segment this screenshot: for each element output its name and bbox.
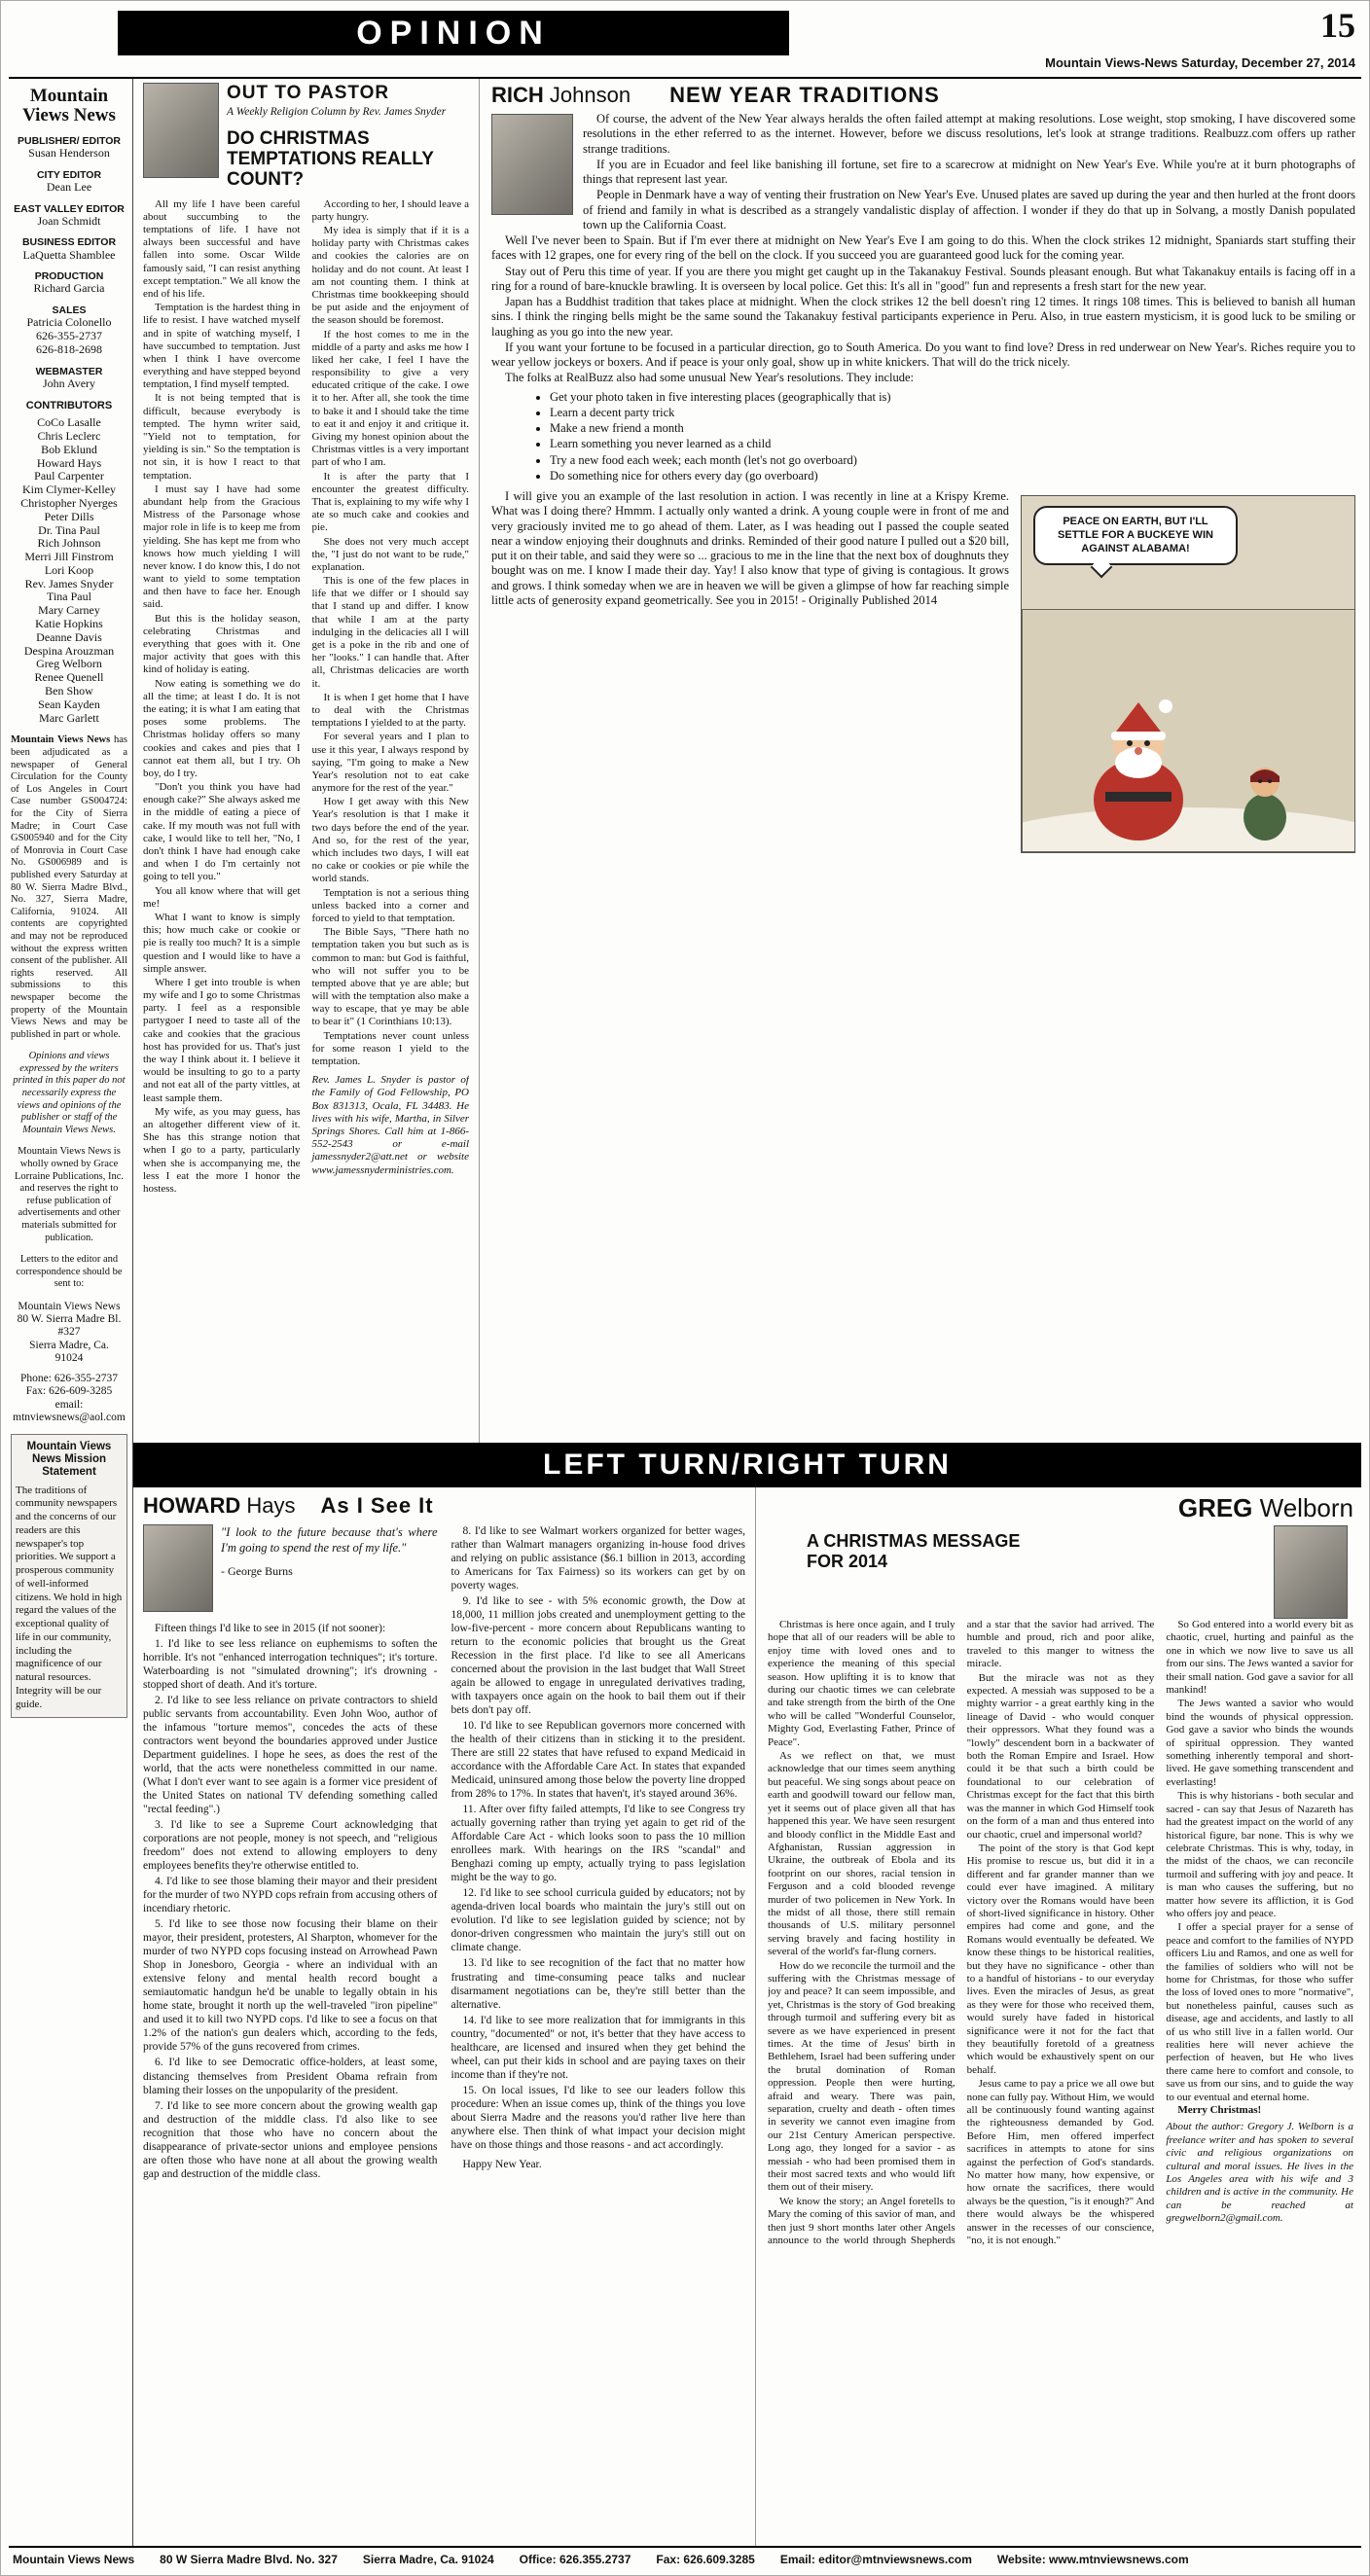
staff-role: PRODUCTION — [34, 270, 104, 283]
rich-byline — [491, 83, 631, 108]
editorial-cartoon — [1021, 495, 1355, 853]
rich-johnson-column — [480, 79, 1361, 1443]
contributor-name: Peter Dills — [44, 509, 94, 523]
howard-hays-column — [133, 1487, 756, 2546]
paragraph: So God entered into a world every bit as chaotic, cruel, hurting and painful as the one in which we now live to save us all from our sins. The Jews wanted a savior for their small nation. God gave a savior for all mankind! — [1166, 1619, 1353, 1697]
welborn-body — [768, 1619, 1353, 2499]
letters-intro: Letters to the editor and correspondence should be sent to: — [16, 1254, 123, 1290]
hays-closing: Happy New Year. — [462, 2158, 542, 2170]
paragraph: Temptation is the hardest thing in life to resist. I have watched myself and in spite of watching myself, I have succumbed to temptation. Just when I think I have overcome everything and have stepped beyond temptation, I find myself tempted. — [143, 302, 301, 391]
welborn-byline — [768, 1493, 1353, 1523]
contributor-name: Renee Quenell — [34, 670, 104, 685]
footer-segment: Office: 626.355.2737 — [519, 2553, 631, 2566]
staff-names: Patricia Colonello 626-355-2737 626-818-2698 — [26, 315, 112, 356]
paragraph: My idea is simply that if it is a holiday party with Christmas cakes and cookies the calories are on holiday and do not count. At least I am not counting them. I think at Christmas time bookkeeping should be put aside and the enjoyment of the season should be foremost. — [311, 225, 469, 327]
hays-column-title: As I See It — [320, 1493, 434, 1518]
legal-lead: Mountain Views News — [11, 734, 111, 746]
about-the-author: About the author: Gregory J. Welborn is a freelance writer and has spoken to several civic and religious organizations on cultural and moral issues. He lives in the Los Angeles area with his wife and 3 children and is active in the community. He can be reached at gregwelborn2@gmail.com. — [1166, 2121, 1353, 2225]
list-item: 5. I'd like to see those now focusing their blame on their mayor, their president, protesters, Al Sharpton, whomever for the murder of two NYPD cops focusing instead on Arrowhead Pawn Shop in Jonesboro, Georgia - where an individual with an extensive felony and mental health record bought a semiautomatic handgun he'd be unable to legally obtain in his home state, brought it north up the well-traveled "iron pipeline" and used it to kill two NYPD cops. I'd like to see a focus on that 1.2% of the nation's gun dealers which, according to the feds, provide 57% of the guns recovered from crimes. — [143, 1918, 438, 2054]
mailing-address: Mountain Views News 80 W. Sierra Madre Bl. #327 Sierra Madre, Ca. 91024 — [17, 1300, 122, 1364]
footer-segment: Sierra Madre, Ca. 91024 — [362, 2553, 494, 2566]
cartoon-speech-bubble: PEACE ON EARTH, BUT I'LL SETTLE FOR A BUCKEYE WIN AGAINST ALABAMA! — [1033, 506, 1238, 565]
paragraph: She does not very much accept the, "I just do not want to be rude," explanation. — [311, 535, 469, 573]
contributor-name: Kim Clymer-Kelley — [21, 483, 117, 497]
pastor-bio: Rev. James L. Snyder is pastor of the Family of God Fellowship, PO Box 831313, Ocala, FL 34483. He lives with his wife, Martha, in Silver Springs Shores. Call him at 1-866-552-2543 or e-mail jamessnyder2@att.net or website www.jamessnyderministries.com. — [311, 1074, 469, 1176]
pastor-kicker: OUT TO PASTOR — [227, 83, 390, 103]
james-snyder-photo — [143, 83, 219, 178]
out-to-pastor-column — [133, 79, 480, 1443]
paragraph: The folks at RealBuzz also had some unusual New Year's resolutions. They include: — [505, 371, 914, 385]
paragraph: Jesus came to pay a price we all owe but none can fully pay. Without Him, we would all be continuously found wanting against the righteousness demanded by God. Before Him, men offered imperfect sacrifices in attempts to atone for sins against the perfection of God's standards. No matter how many, how expensive, or how ornate the sacrifices, there would always be the question, "is it enough?" And there would always be the whispered answer in the recesses of our conscience, "no, it is not enough." — [966, 2078, 1155, 2247]
contributors-heading: CONTRIBUTORS — [25, 400, 113, 412]
list-item: 15. On local issues, I'd like to see our leaders follow this procedure: When an issue comes up, think of the things you love about Sierra Madre and the reasons you'd rather live here than anywhere else. Then think of what impact your decision might have on those things and those reasons - and act accordingly. — [451, 2084, 745, 2151]
staff-entry — [11, 270, 127, 296]
byline-first-name: GREG — [1177, 1493, 1253, 1522]
hays-intro: Fifteen things I'd like to see in 2015 (if not sooner): — [155, 1623, 386, 1634]
staff-list — [11, 135, 127, 391]
list-item: 7. I'd like to see more concern about the growing wealth gap and destruction of the middle class. I'd also like to see recognition that those who have no concern about the disappearance of private-sector unions and employee pensions are often those who have none at all about the growing wealth gap and destruction of the middle class. — [143, 2099, 438, 2180]
byline-first-name: RICH — [491, 83, 544, 107]
bottom-row — [133, 1487, 1361, 2546]
ownership-notice: Mountain Views News is wholly owned by Grace Lorraine Publications, Inc. and reserves the right to refuse publication of advertisements and other materials submitted for publication. — [15, 1146, 124, 1243]
footer-segment: 80 W Sierra Madre Blvd. No. 327 — [160, 2553, 338, 2566]
main-area — [133, 79, 1361, 2546]
paragraph: Well I've never been to Spain. But if I'm ever there at midnight on New Year's Eve I am going to do this. When the clock strikes 12 midnight, Spaniards start stuffing their faces with 12 grapes, one for every ring of the bell on the clock. If you succeed you are guaranteed good luck for the coming year. — [491, 233, 1355, 263]
hays-header — [143, 1493, 745, 1519]
cartoon-drawing — [1022, 609, 1355, 852]
staff-role: PUBLISHER/ EDITOR — [18, 134, 121, 147]
paragraph: I must say I have had some abundant help from the Gracious Mistress of the Parsonage whose major role in life is to keep me from yielding. She has kept me from who knows how much yielding I will never know. I do know this, I do not want to yield to some temptation and then have to face her. Enough said. — [143, 483, 301, 611]
staff-names: Susan Henderson — [28, 145, 110, 160]
hays-byline — [143, 1493, 295, 1519]
list-item: 3. I'd like to see a Supreme Court acknowledging that corporations are not people, money is not speech, and "religious freedom" does not extend to allowing employers to deny employees benefits they're otherwise entitled to. — [143, 1819, 438, 1873]
staff-entry — [11, 236, 127, 262]
contributor-name: Chris Leclerc — [37, 428, 101, 443]
page-header — [9, 7, 1361, 79]
paragraph: If the host comes to me in the middle of a party and asks me how I liked her cake, I feel I have the responsibility to give a very educated critique of the cake. I owe it to her. After all, she took the time to bake it and I should take the time to eat it and enjoy it and critique it. Giving my honest opinion about the Christmas vittles is a very important part of who I am. — [311, 328, 469, 469]
pastor-headline: DO CHRISTMAS TEMPTATIONS REALLY COUNT? — [227, 128, 434, 190]
left-turn-right-turn-banner: LEFT TURN/RIGHT TURN — [133, 1443, 1361, 1487]
rich-body — [491, 112, 1355, 608]
paragraph: But the miracle was not as they expected. A messiah was supposed to be a mighty warrior - a great earthly king in the lineage of David - who would conquer their oppressors. What they found was a "lowly" descendent born in a backwater of both the Roman Empire and Israel. How could it be that such a birth could be foundational to our celebration of Christmas except for the fact that this birth was the manner in which God Himself took on the form of a man and thus entered into our chaotic, cruel and impersonal world? — [966, 1671, 1155, 1841]
list-item: 6. I'd like to see Democratic office-holders, at least some, distancing themselves from President Obama refrain from blaming their losses on the unpopularity of the president. — [143, 2057, 438, 2096]
footer-segment: Mountain Views News — [13, 2553, 135, 2566]
quote: "I look to the future because that's where I'm going to spend the rest of my life." — [221, 1525, 438, 1556]
staff-entry — [11, 366, 127, 391]
contributor-name: Bob Eklund — [41, 442, 97, 456]
paragraph: The Jews wanted a savior who would bind the wounds of physical oppression. God gave a savior who binds the wounds of spiritual oppression. They wanted something inherently temporal and short-lived. He gave something transcendent and everlasting! — [1166, 1698, 1353, 1788]
list-item: 11. After over fifty failed attempts, I'd like to see Congress try actually governing rather than trying yet again to get rid of the Affordable Care Act - which looks soon to pass the 10 million enrollees mark. With hearings on the IRS "scandal" and Benghazi coming up empty, actually trying to pass legislation might be the way to go. — [451, 1804, 745, 1884]
contributor-name: Dr. Tina Paul — [38, 522, 100, 537]
paragraph: How do we reconcile the turmoil and the suffering with the Christmas message of joy and peace? It can seem impossible, and yet, Christmas is the story of God breaking through turmoil and suffering every bit as severe as we have experienced in present times. At the time of Jesus' birth in Bethlehem, Israel had been suffering under the brutal domination of Roman oppression. People then were hurting, afraid and weary. There was pain, separation, cruelty and death - often times in severity we cannot even imagine from our 21st Century American perspective. Long ago, they longed for a savior - as messiah - who had been promised them in their most sacred texts and who would lift them out of their misery. — [768, 1959, 955, 2194]
footer-segment: Email: editor@mtnviewsnews.com — [779, 2553, 972, 2566]
legal-notice — [11, 734, 127, 1041]
contributor-name: Rich Johnson — [37, 536, 101, 551]
staff-entry — [11, 135, 127, 161]
staff-names: Joan Schmidt — [37, 213, 101, 228]
pastor-body — [143, 198, 469, 1405]
paragraph: If you want your fortune to be focused in a particular direction, go to South America. Do you want to find love? Dress in red underwear on New Year's. Riches require you to wear yellow jockeys or boxers. And if peace is your only goal, show up in white knickers. That will do the trick nicely. — [491, 340, 1355, 369]
paragraph: If you are in Ecuador and feel like banishing ill fortune, set fire to a scarecrow at midnight on New Year's Eve. While you're at it burn photographs of things that represent last year. — [583, 157, 1355, 186]
mission-title: Mountain Views News Mission Statement — [26, 1440, 112, 1479]
page-number: 15 — [1320, 6, 1355, 45]
section-banner: OPINION — [118, 11, 789, 55]
paragraph: Where I get into trouble is when my wife and I go to some Christmas party. I feel as a responsible partygoer I need to taste all of the cake and cookies that the gracious host has provided for us. That's just the way I think about it. I believe it would be insulting to go to a party and not eat all of the party vittles, at least sample them. — [143, 976, 301, 1104]
masthead-sidebar — [9, 79, 133, 2546]
quote-attribution: - George Burns — [221, 1563, 293, 1578]
contributor-name: CoCo Lasalle — [37, 415, 101, 430]
page-footer — [9, 2546, 1361, 2571]
paragraph: For several years and I plan to use it this year, I always respond by saying, "I'm going to make a New Year's resolution not to eat cake anymore for the rest of the year." — [311, 731, 469, 795]
paragraph: But this is the holiday season, celebrating Christmas and everything that goes with it. One major activity that goes with this kind of holiday is eating. — [143, 612, 301, 676]
contact-info: Phone: 626-355-2737 Fax: 626-609-3285 email: mtnviewsnews@aol.com — [13, 1373, 126, 1423]
paragraph: All my life I have been careful about succumbing to the temptations of life. I have not always been successful and have fallen into some. Oscar Wilde famously said, "I can resist anything except temptation." We all know the end of his life. — [143, 197, 301, 300]
paragraph: Of course, the advent of the New Year always heralds the often failed attempt at making resolutions. Lose weight, stop smoking, I have discovered some resolutions in the ether referred to as the internet. However, before we discuss resolutions, let's look at strange traditions. Realbuzz.com offers up rather strange traditions. — [583, 112, 1355, 156]
resolution-item: • Try a new food each week; each month (let's not go overboard) — [550, 453, 1355, 468]
greg-welborn-photo — [1274, 1525, 1348, 1619]
rich-column-title: NEW YEAR TRADITIONS — [669, 83, 940, 107]
staff-role: SALES — [52, 304, 87, 317]
contributor-name: Howard Hays — [36, 455, 102, 470]
paragraph: How I get away with this New Year's resolution is that I make it two days before the end of the year. And so, for the rest of the year, which includes two days, I will eat no cake or cookies or pie while the world stands. — [311, 796, 469, 885]
masthead-title: Mountain Views News — [22, 86, 116, 125]
contributor-name: Sean Kayden — [38, 697, 100, 711]
staff-role: BUSINESS EDITOR — [21, 236, 117, 249]
contributor-name: Merri Jill Finstrom — [24, 550, 114, 564]
paragraph: This is why historians - both secular and sacred - can say that Jesus of Nazareth has had the greatest impact on the world of any historical figure, bar none. This is why we celebrate Christmas. This is why, today, in the midst of the chaos, we can reconcile turmoil and suffering with joy and peace. It is man who causes the suffering, but no matter how severe its affliction, it is God who offers joy and peace. — [1166, 1790, 1353, 1919]
staff-entry — [11, 169, 127, 195]
footer-segment: Fax: 626.609.3285 — [656, 2553, 755, 2566]
contributor-name: Despina Arouzman — [23, 643, 115, 658]
list-item: 8. I'd like to see Walmart workers organized for better wages, rather than Walmart managers organizing in-house food drives and relying on public assistance ($6.1 billion in 2013, according to Americans for Tax Fairness) so its workers can get by on poverty wages. — [451, 1525, 745, 1592]
welborn-title: A CHRISTMAS MESSAGE FOR 2014 — [807, 1531, 1021, 1571]
paragraph: It is not being tempted that is difficult, because everybody is tempted. The hymn writer said, "Yield not to temptation, for yielding is sin." So the temptation is not sin, it is how I react to that temptation. — [143, 392, 301, 482]
staff-entry — [11, 304, 127, 356]
staff-role: CITY EDITOR — [36, 168, 102, 181]
rich-paragraphs — [491, 112, 1355, 386]
top-row — [133, 79, 1361, 1443]
hays-body — [143, 1524, 745, 2487]
contributor-name: Greg Welborn — [36, 657, 102, 671]
resolutions-list — [550, 390, 1355, 484]
paragraph: Japan has a Buddhist tradition that takes place at midnight. When the clock strikes 12 the bell doesn't ring 12 times. It rings 108 times. This is believed to banish all human sins. I think the ringing bells might be the same sound the Takanakuy festival participants experience in Peru. Also, in true eastern mysticism, it is good luck to be smiling or laughing as you go into the new year. — [491, 295, 1355, 339]
list-item: 10. I'd like to see Republican governors more concerned with the health of their citizens than in sticking it to the president. There are still 22 states that have refused to expand Medicaid in accordance with the Affordable Care Act. In states that expanded Medicaid, uninsured among those below the poverty line dropped from 28% to 17%. In states that haven't, it's stayed around 36%. — [451, 1720, 745, 1801]
paragraph: As we reflect on that, we must acknowledge that our times seem anything but peaceful. We sing songs about peace on earth and goodwill toward our fellow man, yet it seems out of place given all that has happened this year. We have seen resurgent and bloody conflict in the Middle East and Afghanistan, Russian aggression in Ukraine, the outbreak of Ebola and its footprint on our shores, racial tension in Ferguson and a cold blooded revenge murder of two policemen in New York. In the midst of all those, there still remain thousands of U.S. military personnel serving bravely and facing hostility in several of the world's far-flung corners. — [768, 1750, 955, 1958]
paragraph: The Bible Says, "There hath no temptation taken you but such as is common to man: but God is faithful, who will not suffer you to be tempted above that ye are able; but will with the temptation also make a way to escape, that ye may be able to bear it" (1 Corinthians 10:13). — [311, 926, 469, 1028]
howard-hays-photo — [143, 1524, 213, 1612]
staff-names: Richard Garcia — [33, 281, 105, 296]
paragraph: "Don't you think you have had enough cake?" She always asked me in the middle of eating a piece of cake. If my mouth was not full with cake, I would like to tell her, "No, I don't think I have had enough cake and when I do I'm certainly not going to tell you." — [143, 781, 301, 883]
byline-first-name: HOWARD — [143, 1493, 241, 1518]
paragraph: It is when I get home that I have to deal with the Christmas temptations I yielded to at the party. — [311, 691, 469, 730]
paragraph: Temptations never count unless for some reason I yield to the temptation. — [311, 1029, 469, 1068]
paragraph: You all know where that will get me! — [143, 884, 301, 910]
paragraph: Christmas is here once again, and I truly hope that all of our readers will be able to enjoy time with loved ones and to experience the meaning of this special season. How uplifting it is to know that during our chaotic times we can celebrate and take strength from the birth of the One who will be called "Wonderful Counselor, Mighty God, Everlasting Father, Prince of Peace". — [768, 1619, 955, 1748]
rich-header — [491, 83, 1355, 108]
paragraph: Now eating is something we do all the time; at least I do. It is not the eating; it is what I am eating that poses some problems. The Christmas holiday offers so many cookies and cakes and pies that I cannot eat them all, but I try. Oh boy, do I try. — [143, 677, 301, 779]
list-item: 1. I'd like to see less reliance on euphemisms to soften the horrible. It's not "enhanced interrogation techniques"; it's torture. Waterboarding is not "simulated drowning"; it's drowning - stopped short of death. And it's torture. — [143, 1638, 438, 1692]
paragraph: My wife, as you may guess, has an altogether different view of it. She has this strange notion that when I go to a party, particularly when she is accompanying me, the less I eat the more I honor the hostess. — [143, 1105, 301, 1195]
dateline: Mountain Views-News Saturday, December 27, 2014 — [1045, 55, 1355, 70]
resolution-item: • Make a new friend a month — [550, 421, 1355, 436]
welborn-subheader — [768, 1525, 1353, 1619]
mission-body: The traditions of community newspapers and the concerns of our readers are this newspaper's top priorities. We support a prosperous community of well-informed citizens. We hold in high regard the values of the exceptional quality of life in our community, including the magnificence of our natural resources. Integrity will be our guide. — [16, 1484, 123, 1710]
paragraph: Stay out of Peru this time of year. If you are there you might get caught up in the Takanakuy Festival. Sounds pleasant enough. But what Takanakuy entails is facing off in a ring for a round of bare-knuckle brawling. It is overseen by local police. Get this: It's all in "good" fun and represents a fresh start for the new year. — [491, 264, 1355, 293]
paragraph: According to her, I should leave a party hungry. — [311, 197, 469, 223]
resolution-item: • Learn something you never learned as a child — [550, 437, 1355, 451]
contributor-name: Paul Carpenter — [34, 469, 104, 483]
rich-johnson-photo — [491, 114, 573, 215]
pastor-paragraphs — [143, 198, 469, 1196]
list-item: 9. I'd like to see - with 5% economic growth, the Dow at 18,000, 11 million jobs created and unemployment getting to the low-five-percent - more concern about Republicans wanting to return to the economic policies that brought us the Great Recession in the first place. I'd like to see all Americans concerned about the provision in the last budget that Wall Street again be allowed to engage in unregulated derivatives trading, with taxpayers once again on the hook to bail them out if their bets don't pay off. — [451, 1595, 745, 1717]
staff-names: John Avery — [42, 376, 96, 390]
contributor-name: Marc Garlett — [39, 710, 99, 725]
resolution-item: • Do something nice for others every day (go overboard) — [550, 469, 1355, 483]
paragraph: This is one of the few places in life that we differ or I should say that I stand up and differ. I know that while I am at the party indulging in the delicacies all I will get is a poke in the rib and one of her "looks." I can handle that. After all, Christmas delicacies are worth it. — [311, 575, 469, 690]
rich-closing-paragraph: I will give you an example of the last resolution in action. I was recently in line at a Krispy Kreme. What was I doing there? Hmmm. I actually only wanted a drink. A young couple were in front of me and very graciously invited me to go ahead of them. Later, as I was heading out I passed the couple seated near a window enjoying their doughnuts and drinks. Reminded of their good nature I pulled out a $20 bill, put it on their table, and said they were so ... gracious to me in the line that the next box of doughnuts they bought was on me. I know I made their day. Yay! I also know that type of giving is contagious. It grows and grows. I think someday when we are in heaven we will be given a glimpse of how far reaching simple little acts of generosity expand geometrically. See you in 2015! - Originally Published 2014 — [491, 489, 1009, 607]
byline-last-name: Johnson — [543, 83, 631, 107]
list-item: 13. I'd like to see recognition of the fact that no matter how frustrating and time-consuming peace talks and nuclear disarmament negotiations can be, they're still better than the alternative. — [451, 1957, 745, 2011]
mission-statement — [11, 1434, 127, 1718]
staff-names: LaQuetta Shamblee — [22, 247, 116, 262]
resolution-item: • Learn a decent party trick — [550, 406, 1355, 420]
quote-box — [143, 1524, 438, 1612]
pastor-header-text — [227, 83, 469, 191]
opinions-disclaimer: Opinions and views expressed by the writers printed in this paper do not necessarily express the views and opinions of the publisher or staff of the Mountain Views News. — [13, 1051, 126, 1135]
list-item: 14. I'd like to see more realization that for immigrants in this country, "documented" or not, it's better that they have access to healthcare, are licensed and insured when they get behind the wheel, can put their kids in school and are paying taxes on their income than if they're not. — [451, 2014, 745, 2081]
footer-segment: Website: www.mtnviewsnews.com — [996, 2553, 1189, 2566]
list-item: 4. I'd like to see those blaming their mayor and their president for the murder of two NYPD cops refrain from accusing others of incendiary rhetoric. — [143, 1876, 438, 1915]
staff-role: WEBMASTER — [35, 365, 103, 377]
paragraph: It is after the party that I encounter the greatest difficulty. That is, explaining to my wife why I ate so much cake and cookies and pie. — [311, 470, 469, 534]
contributor-name: Lori Koop — [44, 562, 94, 577]
staff-names: Dean Lee — [46, 179, 92, 194]
contributor-name: Ben Show — [45, 684, 93, 698]
paragraph: The point of the story is that God kept His promise to rescue us, but did it in a different and far grander manner than we could ever have imagined. A military victory over the Romans would have been of short-lived significance in history. Other empires had come and gone, and the Romans would eventually be defeated. We know these things to be historical realities, but they have no significance - other than to a handful of historians - to our everyday lives. Even the miracles of Jesus, as great as they were for those who received them, would surely have faded in historical significance were it not for the fact that they beautifully foretold of a greatness which would be exhaustively spent on our behalf. — [966, 1842, 1155, 2076]
paragraph: I offer a special prayer for a sense of peace and comfort to the families of NYPD officers Liu and Ramos, and one as well for the families of soldiers who will not be home for Christmas, for those who suffer the loss of loved ones to more "normative", but nonetheless painful, causes such as disease, age and accidents, and lastly to all of us who still live in a fallen world. Our realities here will never achieve the perfection of heaven, but He who lives there came here to comfort and console, to save us from our sins, and to guide the way to our eventual and eternal home. — [1166, 1921, 1353, 2103]
contributors-list — [11, 416, 127, 725]
contributor-name: Rev. James Snyder — [24, 576, 114, 590]
page-content — [9, 79, 1361, 2546]
contributor-name: Christopher Nyerges — [20, 495, 118, 510]
list-item: 2. I'd like to see less reliance on private contractors to shield public servants from accountability. Even John Woo, author of the infamous "torture memos", concedes the acts of these contractors went beyond the boundaries approved under Justice Department guidelines. I hope he sees, as does the rest of the world, that the acts were nonetheless committed in our name. (What I don't ever want to see again is a former vice president of the United States on national TV defending something called "rectal feeding".) — [143, 1695, 438, 1816]
staff-entry — [11, 203, 127, 229]
pastor-subtitle: A Weekly Religion Column by Rev. James Snyder — [227, 106, 447, 118]
paragraph: We know the story; an Angel foretells to Mary the coming of this savior of man, and then just 9 short months later other Angels announce to the world through Shepherds and a star that the savior had arrived. The humble and proud, rich and poor alike, traveled to this manger to witness the miracle. — [768, 1619, 1155, 2247]
pastor-header — [143, 83, 469, 191]
welborn-closing: Merry Christmas! — [1177, 2104, 1262, 2117]
resolution-item: • Get your photo taken in five interesting places (geographically that is) — [550, 390, 1355, 405]
paragraph: Temptation is not a serious thing unless backed into a corner and forced to yield to that temptation. — [311, 886, 469, 924]
legal-body: has been adjudicated as a newspaper of General Circulation for the County of Los Angeles in Court Case number GS004724: for the City of Sierra Madre; in Court Case GS005940 and for the City of Monrovia in Court Case No. GS006989 and is published every Saturday at 80 W. Sierra Madre Blvd., No. 327, Sierra Madre, California, 91024. All contents are copyrighted and may not be reproduced without the express written consent of the publisher. All rights reserved. All submissions to this newspaper become the property of the Mountain Views News and may be published in part or whole. — [11, 734, 127, 1040]
staff-role: EAST VALLEY EDITOR — [14, 202, 125, 215]
contributor-name: Katie Hopkins — [35, 617, 103, 631]
contributor-name: Tina Paul — [47, 590, 91, 604]
paragraph: People in Denmark have a way of venting their frustration on New Year's Eve. Unused plates are saved up during the year and then hurled at the front doors of friend and family in what is described as a strangely vandalistic display of affection. I wonder if they do that up in Solvang, a mostly Danish populated town up the California Coast. — [583, 188, 1355, 232]
list-item: 12. I'd like to see school curricula guided by educators; not by agenda-driven local boards who maintain the jury's still out on evolution. I'd like to see legislation guided by science; not by donor-driven congressmen who maintain the jury's still out on climate change. — [451, 1887, 745, 1954]
greg-welborn-column — [756, 1487, 1361, 2546]
contributor-name: Mary Carney — [38, 603, 100, 618]
byline-last-name: Hays — [240, 1493, 296, 1518]
contributor-name: Deanne Davis — [36, 629, 102, 644]
byline-last-name: Welborn — [1252, 1493, 1353, 1522]
quote-text — [221, 1524, 438, 1612]
paragraph: What I want to know is simply this; how much cake or cookie or pie is really too much? It is a simple question and I would like to have a simple answer. — [143, 911, 301, 975]
